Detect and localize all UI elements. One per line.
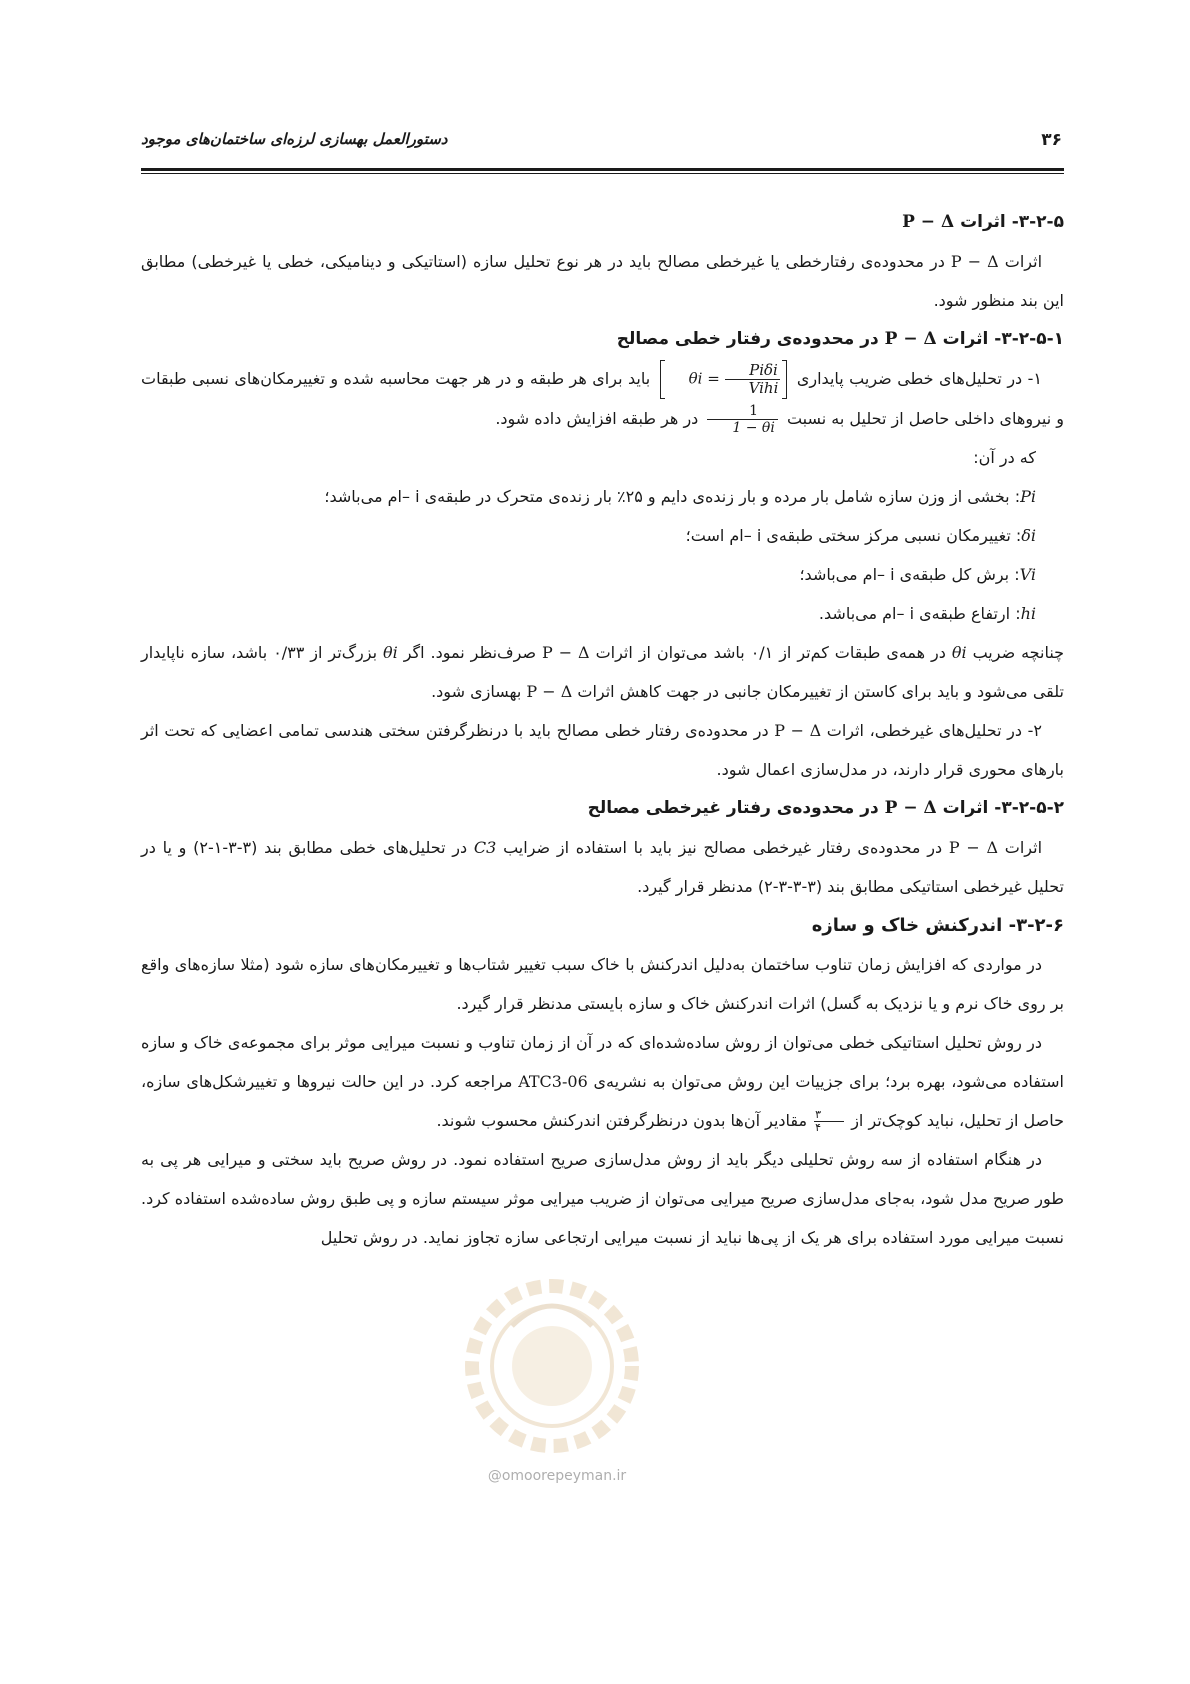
header-divider-thin <box>141 173 1064 174</box>
section-heading-3-2-5: ۳-۲-۵- اثرات P − Δ <box>902 212 1064 232</box>
amplification-ratio: $\frac{1}{1 - \theta i}$ <box>707 403 777 436</box>
paragraph: در هنگام استفاده از سه روش تحلیلی دیگر باید از روش مدل‌سازی صریح استفاده نمود. در روش صریح باید سختی و میرایی هر پی به طور صریح مدل شود، به‌جای مدل‌سازی صریح میرایی می‌توان از ضریب میرایی موثر سیستم سازه و پی طبق روش ساده‌شده استفاده کرد. نسبت میرایی مورد استفاده برای هر یک از پی‌ها نباید از نسبت میرایی ارتجاعی سازه تجاوز نماید. در روش تحلیل <box>141 1150 1064 1247</box>
definition-item: δi: تغییرمکان نسبی مرکز سختی طبقه‌ی i –ام است؛ <box>685 526 1036 545</box>
paragraph: اثرات P − Δ در محدوده‌ی رفتار غیرخطی مصالح نیز باید با استفاده از ضرایب C3 در تحلیل‌های خطی مطابق بند (۳-۳-۱-۲) و یا در تحلیل غیرخطی استاتیکی مطابق بند (۳-۳-۳-۲) مدنظر قرار گیرد. <box>141 838 1064 896</box>
paragraph: اثرات P − Δ در محدوده‌ی رفتارخطی یا غیرخطی مصالح باید در هر نوع تحلیل سازه (استاتیکی و دینامیکی، خطی یا غیرخطی) مطابق این بند منظور شود. <box>141 252 1064 310</box>
section-heading-3-2-5-1: ۳-۲-۵-۱- اثرات P − Δ در محدوده‌ی رفتار خطی مصالح <box>616 329 1064 349</box>
header-divider <box>141 168 1064 171</box>
definition-item: hi: ارتفاع طبقه‌ی i –ام می‌باشد. <box>818 604 1036 623</box>
paragraph: چنانچه ضریب θi در همه‌ی طبقات کم‌تر از ۰/۱ باشد می‌توان از اثرات P − Δ صرف‌نظر نمود. اگر θi بزرگ‌تر از ۰/۳۳ باشد، سازه ناپایدار تلقی می‌شود و باید برای کاستن از تغییرمکان جانبی در جهت کاهش اثرات P − Δ بهسازی شود. <box>141 643 1065 701</box>
page-body <box>141 203 1064 1603</box>
where-label: که در آن: <box>973 448 1036 467</box>
book-title: دستورالعمل بهسازی لرزه‌ای ساختمان‌های موجود <box>141 130 448 148</box>
page-header <box>141 130 1064 152</box>
list-item-1: ۱- در تحلیل‌های خطی ضریب پایداری θi = $\frac{\text{Piδi}}{\text{Vihi}}$ باید برای هر طبقه و در هر جهت محاسبه شده و تغییرمکان‌های نسبی طبقات و نیروهای داخلی حاصل از تحلیل به نسبت $\frac{1}{1 - \theta i}$ در هر طبقه افزایش داده شود. <box>141 361 1064 436</box>
definition-item: Vi: برش کل طبقه‌ی i –ام می‌باشد؛ <box>799 565 1036 584</box>
paragraph: در روش تحلیل استاتیکی خطی می‌توان از روش ساده‌شده‌ای که در آن از زمان تناوب و نسبت میرایی موثر برای مجموعه‌ی خاک و سازه استفاده می‌شود، بهره برد؛ برای جزییات این روش می‌توان به نشریه‌ی ATC3-06 مراجعه کرد. در این حالت نیروها و تغییرشکل‌های سازه، حاصل از تحلیل، نباید کوچک‌تر از $\frac{۳}{۴}$ مقادیر آن‌ها بدون درنظرگرفتن اندرکنش محسوب شوند. <box>141 1033 1065 1134</box>
stability-coefficient-formula: θi = $\frac{\text{Piδi}}{\text{Vihi}}$ <box>660 360 788 399</box>
list-item-2: ۲- در تحلیل‌های غیرخطی، اثرات P − Δ در محدوده‌ی رفتار خطی مصالح باید با درنظرگرفتن سختی هندسی تمامی اعضایی که تحت اثر بارهای محوری قرار دارند، در مدل‌سازی اعمال شود. <box>141 721 1064 779</box>
paragraph: در مواردی که افزایش زمان تناوب ساختمان به‌دلیل اندرکنش با خاک سبب تغییر شتاب‌ها و تغییرمکان‌های سازه شود (مثلا سازه‌های واقع بر روی خاک نرم و یا نزدیک به گسل) اثرات اندرکنش خاک و سازه بایستی مدنظر قرار گیرد. <box>141 955 1064 1013</box>
section-heading-3-2-6: ۳-۲-۶- اندرکنش خاک و سازه <box>811 915 1064 936</box>
page-number: ۳۶ <box>1041 130 1062 150</box>
watermark-url: @omoorepeyman.ir <box>487 1468 627 1484</box>
three-quarters-fraction: $\frac{۳}{۴}$ <box>814 1109 844 1134</box>
section-heading-3-2-5-2: ۳-۲-۵-۲- اثرات P − Δ در محدوده‌ی رفتار غیرخطی مصالح <box>587 798 1064 818</box>
definition-item: Pi: بخشی از وزن سازه شامل بار مرده و بار زنده‌ی دایم و ۲۵٪ بار زنده‌ی متحرک در طبقه‌ی i –ام می‌باشد؛ <box>324 487 1036 506</box>
